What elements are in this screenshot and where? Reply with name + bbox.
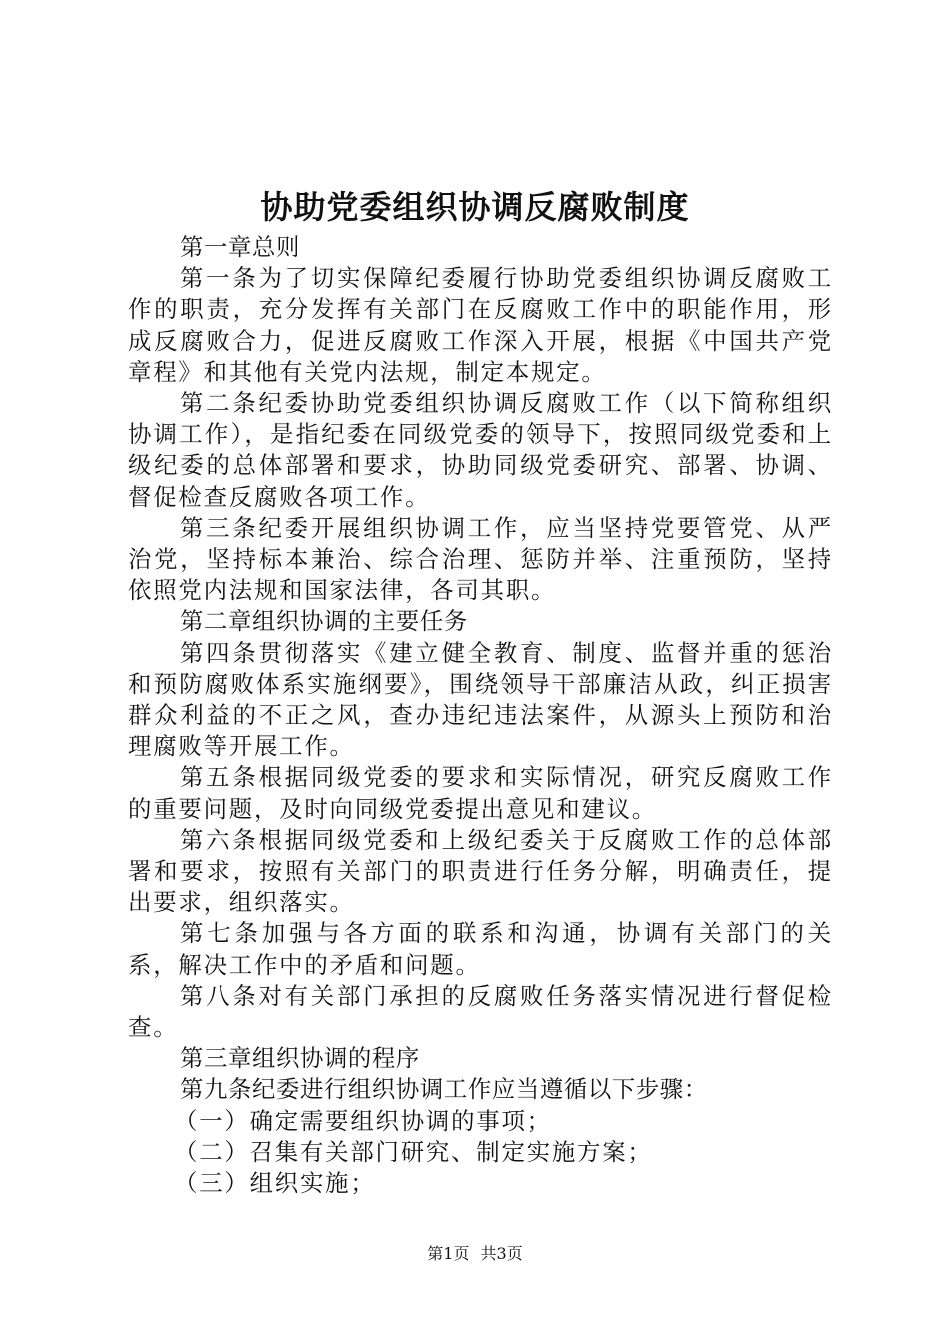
article-paragraph: 第四条贯彻落实《建立健全教育、制度、监督并重的惩治和预防腐败体系实施纲要》，围绕领导干部廉洁从政，纠正损害群众利益的不正之风，查办违纪违法案件，从源头上预防和治理腐败等开展工作。 bbox=[128, 638, 833, 761]
page-footer bbox=[0, 1242, 950, 1266]
list-item: （二）召集有关部门研究、制定实施方案； bbox=[174, 1137, 653, 1166]
list-item: （一）确定需要组织协调的事项； bbox=[174, 1106, 552, 1135]
article-paragraph: 第六条根据同级党委和上级纪委关于反腐败工作的总体部署和要求，按照有关部门的职责进行任务分解，明确责任，提出要求，组织落实。 bbox=[128, 825, 833, 917]
page-total: 共3页 bbox=[480, 1244, 523, 1263]
article-paragraph: 第一条为了切实保障纪委履行协助党委组织协调反腐败工作的职责，充分发挥有关部门在反腐败工作中的职能作用，形成反腐败合力，促进反腐败工作深入开展，根据《中国共产党章程》和其他有关党内法规，制定本规定。 bbox=[128, 264, 833, 386]
article-paragraph: 第八条对有关部门承担的反腐败任务落实情况进行督促检查。 bbox=[128, 981, 833, 1042]
page-number: 第1页 bbox=[427, 1244, 470, 1263]
article-paragraph: 第五条根据同级党委的要求和实际情况，研究反腐败工作的重要问题，及时向同级党委提出意见和建议。 bbox=[128, 763, 833, 823]
article-paragraph: 第二条纪委协助党委组织协调反腐败工作（以下简称组织协调工作），是指纪委在同级党委的领导下，按照同级党委和上级纪委的总体部署和要求，协助同级党委研究、部署、协调、督促检查反腐败各项工作。 bbox=[128, 389, 833, 511]
article-paragraph: 第三条纪委开展组织协调工作，应当坚持党要管党、从严治党，坚持标本兼治、综合治理、惩防并举、注重预防，坚持依照党内法规和国家法律，各司其职。 bbox=[128, 513, 833, 605]
article-paragraph: 第九条纪委进行组织协调工作应当遵循以下步骤： bbox=[180, 1075, 708, 1104]
chapter-heading: 第三章组织协调的程序 bbox=[180, 1044, 420, 1073]
list-item: （三）组织实施； bbox=[174, 1169, 376, 1198]
document-body bbox=[128, 232, 833, 1199]
chapter-heading: 第一章总则 bbox=[180, 233, 300, 261]
article-paragraph: 第七条加强与各方面的联系和沟通，协调有关部门的关系，解决工作中的矛盾和问题。 bbox=[128, 919, 833, 979]
chapter-heading: 第二章组织协调的主要任务 bbox=[180, 607, 468, 636]
document-title: 协助党委组织协调反腐败制度 bbox=[260, 188, 690, 226]
